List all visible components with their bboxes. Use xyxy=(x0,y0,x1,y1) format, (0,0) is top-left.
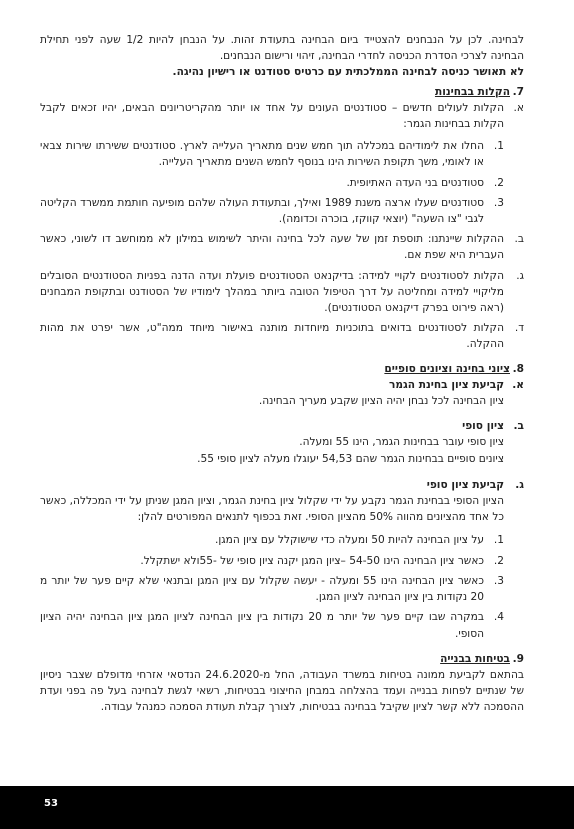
section-title: בטיחות בבנייה xyxy=(440,652,510,665)
section-8-b-line2: ציונים סופיים בבחינות הגמר שהם 54,53 יעוגלו מעלה לציון סופי 55. xyxy=(197,452,504,465)
section-9-text: בהתאם לקביעת ממונה בטיחות במשרד העבודה, החל מ-24.6.2020 הנדסאי אזרחי מדופלם שצבר ניסיון של שנתיים לפחות בבנייה ועמד בהצלחה במבחן החיצוני בבטיחות, רשאי לגשת לבחינה בעל פה בפני ועדת ההסמכה ללא קשר לציון שקיבל בבחינה בבטיחות, לצורך קבלת תעודת הסמכה כמנהל עבודה. xyxy=(40,668,524,714)
item-marker: א. xyxy=(513,101,524,114)
section-7-item-b xyxy=(40,231,524,263)
page-number: 53 xyxy=(44,798,58,809)
item-marker: 2. xyxy=(493,554,504,567)
section-8-a-text: ציון הבחינה לכל נבחן יהיה הציון שקבע מעריך הבחינה. xyxy=(258,395,504,408)
document-page xyxy=(40,32,524,778)
section-8-a-heading xyxy=(40,377,524,393)
section-title: הקלות בבחינות xyxy=(434,85,510,98)
item-marker: ד. xyxy=(514,322,524,335)
item-marker: 4. xyxy=(493,611,504,624)
item-text: במקרה שבו קיים פער של יותר מ 20 נקודות בין ציון הבחינה לציון המגן ציון הבחינה יהיה הציון הסופי. xyxy=(40,611,484,640)
item-marker: א. xyxy=(512,378,524,391)
list-item xyxy=(40,609,504,641)
section-number: 9. xyxy=(512,652,524,665)
item-text: החלו את לימודיהם במכללה תוך חמש שנים מתאריך העלייה לארץ. סטודנטים ששירתו שירות צבאי או לאומי, משך תקופת השירות הינו בנוסף לחמש השנים מתאריך העלייה. xyxy=(40,140,484,169)
item-text: הקלות לסטודנטים לקויי למידה: בדיקנאט הסטודנטים פועלת ועדה הדנה בפניות הסטודנטים הסובלים מליקויי למידה ומחליטה על דרך הטיפול הטובה ביותר במהלך לימודיו של הסטודנט ובתקופת המבחנים (ראה פירוט בפרק דיקנאט הסטודנטים). xyxy=(40,269,504,315)
subsection-title: קביעת ציון בחינת הגמר xyxy=(389,378,504,391)
list-item xyxy=(40,573,504,605)
item-text: הקלות לעולים חדשים – סטודנטים העונים על אחד או יותר מהקריטריונים הבאים, יהיו זכאים לקבל הקלות בבחינות הגמר: xyxy=(40,101,504,131)
list-item xyxy=(40,553,504,569)
item-text: כאשר ציון הבחינה הינו 55 ומעלה - יעשה שקלול עם ציון המגן ובתנאי שלא קיים פער של יותר מ 20 נקודות בין ציון הבחינה לציון המגן. xyxy=(40,574,484,604)
item-text: סטודנטים בני העדה האתיופית. xyxy=(346,176,484,189)
section-8-b-heading xyxy=(40,418,524,434)
section-8-heading xyxy=(40,361,524,377)
section-8-b-line1: ציון סופי עובר בבחינות הגמר, הינו 55 ומעלה. xyxy=(299,436,504,449)
item-marker: 1. xyxy=(493,534,504,547)
intro-bold-notice: לא תאושר כניסה לבחינה הממלכתית עם כרטיס סטודנט או רישיון נהיגה. xyxy=(172,66,524,79)
item-text: על ציון הבחינה להיות 50 ומעלה כדי שישוקלל עם ציון המגן. xyxy=(215,534,484,547)
list-item xyxy=(40,175,504,191)
item-text: כאשר ציון הבחינה הינו 54-50 –ציון המגן יקנה ציון סופי של -55ולא ישתקלל. xyxy=(140,554,484,567)
item-text: ההקלות שיינתנו: תוספת זמן של שעה לכל בחינה והיתר לשימוש במילון לא ממוחשב דו לשוני, כאשר העברית היא שפת אם. xyxy=(40,233,504,262)
section-7-item-d xyxy=(40,320,524,352)
section-9-heading xyxy=(40,651,524,667)
item-marker: 3. xyxy=(493,196,504,209)
section-7-heading xyxy=(40,84,524,100)
section-7-a-sublist xyxy=(40,138,524,227)
item-marker: ג. xyxy=(515,478,524,491)
subsection-title: קביעת ציון סופי xyxy=(426,478,504,491)
section-8-c-sublist xyxy=(40,532,524,641)
list-item xyxy=(40,138,504,170)
section-8-c-heading xyxy=(40,477,524,493)
list-item xyxy=(40,532,504,548)
section-7-item-a xyxy=(40,100,524,132)
item-marker: 3. xyxy=(493,574,504,587)
section-7-item-c xyxy=(40,268,524,317)
section-8-c-text: הציון הסופי בבחינת הגמר נקבע על ידי שקלול ציון בחינת הגמר, וציון המגן שניתן על ידי המכללה, כאשר כל אחד מהציונים מהווה 50% מהציון הסופי. זאת בכפוף לתנאים המפורטים להלן: xyxy=(40,495,504,524)
section-title: ציוני בחינה וציונים סופיים xyxy=(384,362,510,375)
list-item xyxy=(40,195,504,227)
intro-paragraph: לבחינה. לכן על הנבחנים להצטייד ביום הבחינה בתעודת זהות. על הנבחן להיות 1/2 שעה לפני תחילת הבחינה לצרכי הסדרת הכניסה לחדרי הבחינה, זיהוי ורישום הנבחנים. xyxy=(40,34,524,63)
item-marker: 1. xyxy=(493,140,504,153)
item-text: סטודנטים שעלו ארצה משנת 1989 ואילך, ובתעודת העולה שלהם מופיעה חותמת ממשרד הקליטה לגבי "צו השעה" (יוצאי קווקז, בוכרה וכדומה). xyxy=(40,196,484,226)
item-marker: ב. xyxy=(514,233,524,246)
item-marker: 2. xyxy=(493,176,504,189)
section-number: 8. xyxy=(512,362,524,375)
item-text: הקלות לסטודנטים בדואים בתוכניות מיוחדות מותנה באישור מיוחד ממה"ט, אשר יפרט את מהות ההקלה. xyxy=(40,322,504,351)
section-number: 7. xyxy=(512,85,524,98)
subsection-title: ציון סופי xyxy=(462,420,504,433)
page-footer-bar xyxy=(0,786,574,829)
item-marker: ג. xyxy=(516,269,524,282)
item-marker: ב. xyxy=(513,420,524,433)
